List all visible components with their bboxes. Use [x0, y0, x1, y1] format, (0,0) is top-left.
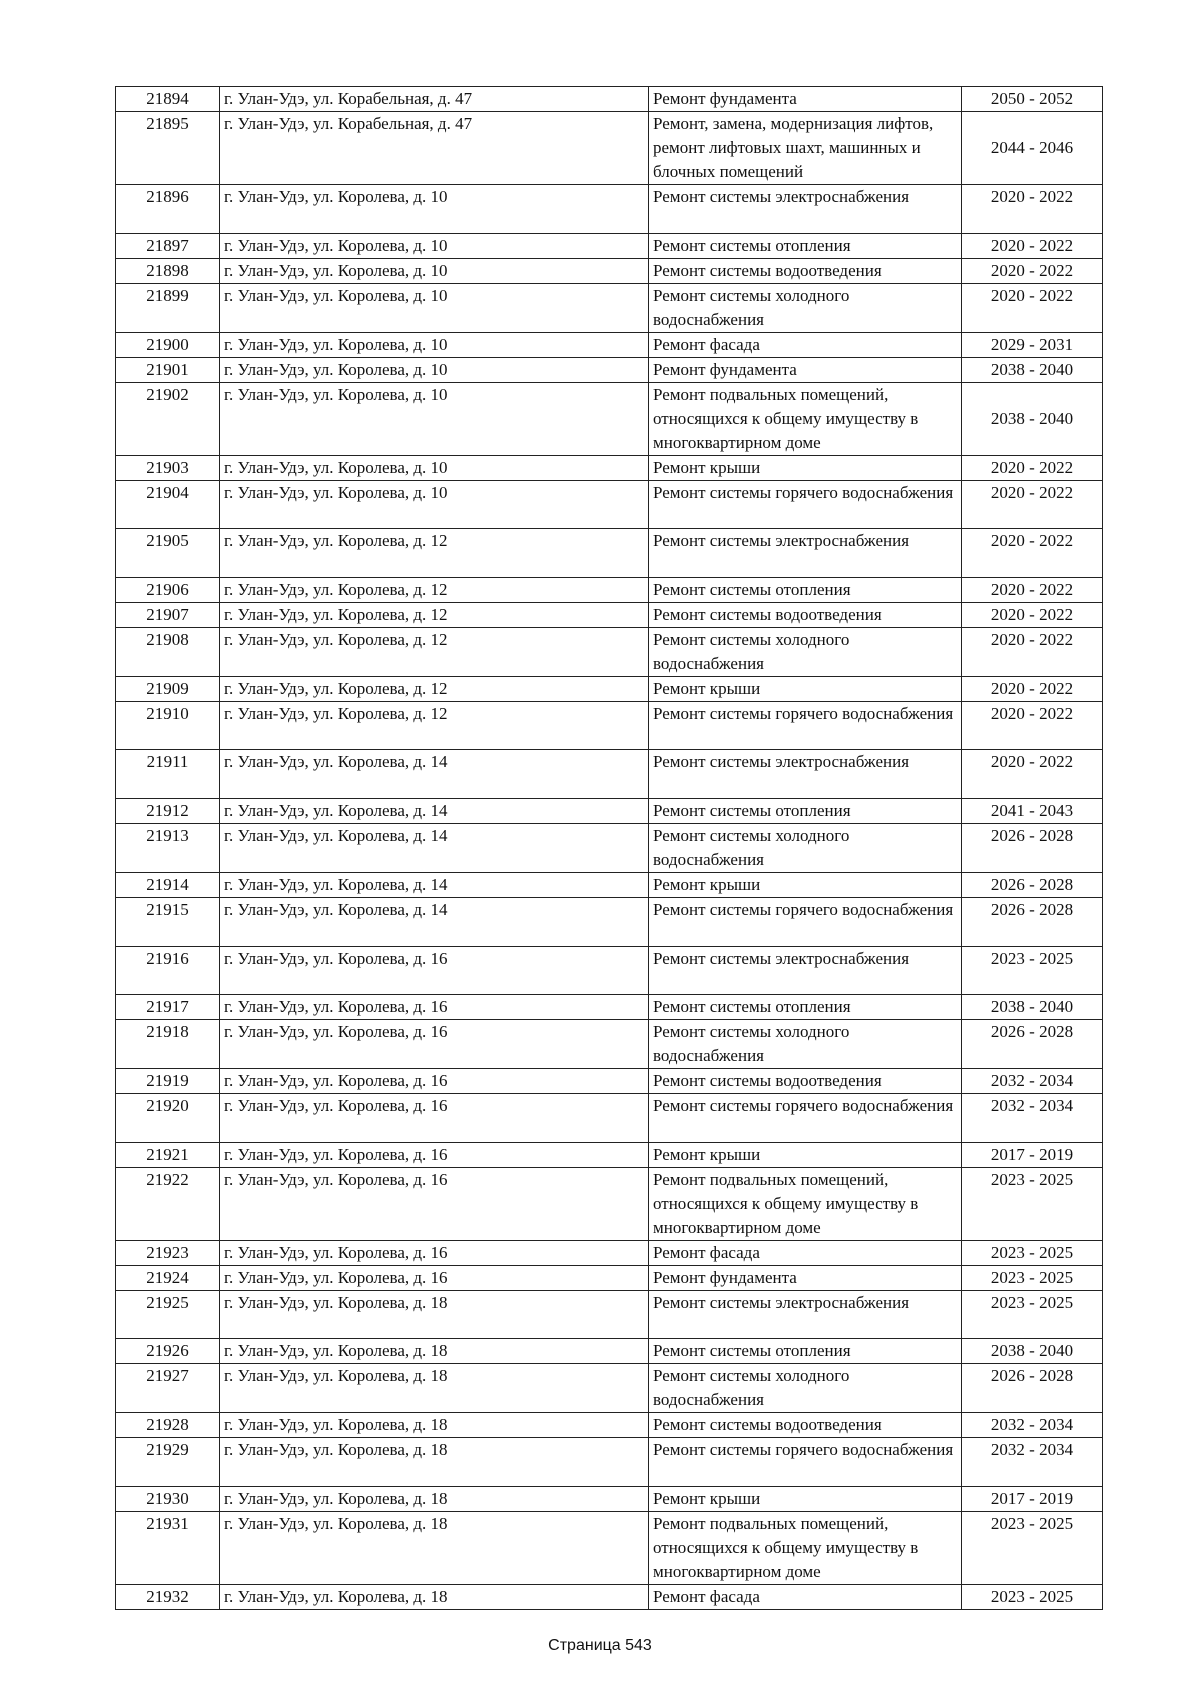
period-cell: 2020 - 2022 — [962, 577, 1103, 602]
row-number-cell: 21929 — [116, 1438, 220, 1487]
address-cell: г. Улан-Удэ, ул. Королева, д. 14 — [220, 872, 649, 897]
table-row — [116, 382, 1103, 455]
address-cell: г. Улан-Удэ, ул. Королева, д. 12 — [220, 577, 649, 602]
period-cell: 2041 - 2043 — [962, 798, 1103, 823]
row-number-cell: 21903 — [116, 455, 220, 480]
work-type-cell: Ремонт системы горячего водоснабжения — [649, 897, 962, 946]
table-row — [116, 798, 1103, 823]
period-cell: 2017 - 2019 — [962, 1142, 1103, 1167]
work-type-cell: Ремонт фундамента — [649, 87, 962, 112]
table-row — [116, 872, 1103, 897]
work-type-cell: Ремонт системы электроснабжения — [649, 529, 962, 578]
work-type-cell: Ремонт системы горячего водоснабжения — [649, 480, 962, 529]
table-row — [116, 1265, 1103, 1290]
work-type-cell: Ремонт системы холодного водоснабжения — [649, 1020, 962, 1069]
row-number-cell: 21916 — [116, 946, 220, 995]
table-row — [116, 995, 1103, 1020]
row-number-cell: 21909 — [116, 676, 220, 701]
work-type-cell: Ремонт подвальных помещений, относящихся к общему имуществу в многоквартирном доме — [649, 382, 962, 455]
address-cell: г. Улан-Удэ, ул. Королева, д. 12 — [220, 602, 649, 627]
work-type-cell: Ремонт системы водоотведения — [649, 1413, 962, 1438]
work-type-cell: Ремонт системы отопления — [649, 233, 962, 258]
address-cell: г. Улан-Удэ, ул. Королева, д. 16 — [220, 1094, 649, 1143]
row-number-cell: 21898 — [116, 258, 220, 283]
table-row — [116, 750, 1103, 799]
address-cell: г. Улан-Удэ, ул. Королева, д. 10 — [220, 455, 649, 480]
period-cell: 2023 - 2025 — [962, 1290, 1103, 1339]
period-cell: 2020 - 2022 — [962, 233, 1103, 258]
work-type-cell: Ремонт подвальных помещений, относящихся к общему имуществу в многоквартирном доме — [649, 1511, 962, 1584]
row-number-cell: 21895 — [116, 112, 220, 185]
address-cell: г. Улан-Удэ, ул. Королева, д. 16 — [220, 1069, 649, 1094]
table-row — [116, 480, 1103, 529]
table-row — [116, 1240, 1103, 1265]
work-type-cell: Ремонт системы отопления — [649, 798, 962, 823]
period-cell: 2020 - 2022 — [962, 750, 1103, 799]
table-row — [116, 701, 1103, 750]
address-cell: г. Улан-Удэ, ул. Королева, д. 18 — [220, 1290, 649, 1339]
table-row — [116, 1142, 1103, 1167]
table-row — [116, 1094, 1103, 1143]
period-cell: 2032 - 2034 — [962, 1069, 1103, 1094]
table-row — [116, 577, 1103, 602]
table-row — [116, 529, 1103, 578]
row-number-cell: 21908 — [116, 627, 220, 676]
address-cell: г. Улан-Удэ, ул. Королева, д. 16 — [220, 1265, 649, 1290]
work-type-cell: Ремонт фасада — [649, 332, 962, 357]
work-type-cell: Ремонт крыши — [649, 455, 962, 480]
table-row — [116, 602, 1103, 627]
row-number-cell: 21928 — [116, 1413, 220, 1438]
table-row — [116, 897, 1103, 946]
address-cell: г. Улан-Удэ, ул. Королева, д. 10 — [220, 283, 649, 332]
table-row — [116, 1438, 1103, 1487]
work-type-cell: Ремонт системы холодного водоснабжения — [649, 627, 962, 676]
row-number-cell: 21927 — [116, 1364, 220, 1413]
table-row — [116, 1486, 1103, 1511]
row-number-cell: 21901 — [116, 357, 220, 382]
address-cell: г. Улан-Удэ, ул. Королева, д. 16 — [220, 1167, 649, 1240]
address-cell: г. Улан-Удэ, ул. Королева, д. 12 — [220, 676, 649, 701]
table-row — [116, 823, 1103, 872]
period-cell: 2050 - 2052 — [962, 87, 1103, 112]
period-cell: 2020 - 2022 — [962, 602, 1103, 627]
work-type-cell: Ремонт системы отопления — [649, 577, 962, 602]
work-type-cell: Ремонт системы водоотведения — [649, 1069, 962, 1094]
table-row — [116, 283, 1103, 332]
address-cell: г. Улан-Удэ, ул. Королева, д. 18 — [220, 1364, 649, 1413]
table-row — [116, 332, 1103, 357]
work-type-cell: Ремонт системы холодного водоснабжения — [649, 823, 962, 872]
work-type-cell: Ремонт фундамента — [649, 1265, 962, 1290]
work-type-cell: Ремонт крыши — [649, 1142, 962, 1167]
work-type-cell: Ремонт системы горячего водоснабжения — [649, 701, 962, 750]
work-type-cell: Ремонт системы электроснабжения — [649, 185, 962, 234]
row-number-cell: 21913 — [116, 823, 220, 872]
address-cell: г. Улан-Удэ, ул. Королева, д. 14 — [220, 897, 649, 946]
work-type-cell: Ремонт фасада — [649, 1240, 962, 1265]
period-cell: 2038 - 2040 — [962, 357, 1103, 382]
work-type-cell: Ремонт системы водоотведения — [649, 258, 962, 283]
period-cell: 2020 - 2022 — [962, 455, 1103, 480]
period-cell: 2020 - 2022 — [962, 480, 1103, 529]
work-type-cell: Ремонт системы водоотведения — [649, 602, 962, 627]
table-row — [116, 1413, 1103, 1438]
address-cell: г. Улан-Удэ, ул. Королева, д. 18 — [220, 1413, 649, 1438]
row-number-cell: 21918 — [116, 1020, 220, 1069]
row-number-cell: 21921 — [116, 1142, 220, 1167]
table-row — [116, 112, 1103, 185]
row-number-cell: 21896 — [116, 185, 220, 234]
period-cell: 2026 - 2028 — [962, 823, 1103, 872]
period-cell: 2026 - 2028 — [962, 872, 1103, 897]
work-type-cell: Ремонт системы горячего водоснабжения — [649, 1094, 962, 1143]
period-cell: 2026 - 2028 — [962, 1364, 1103, 1413]
table-row — [116, 1167, 1103, 1240]
row-number-cell: 21905 — [116, 529, 220, 578]
period-cell: 2023 - 2025 — [962, 1584, 1103, 1609]
address-cell: г. Улан-Удэ, ул. Королева, д. 16 — [220, 995, 649, 1020]
address-cell: г. Улан-Удэ, ул. Королева, д. 16 — [220, 946, 649, 995]
row-number-cell: 21907 — [116, 602, 220, 627]
address-cell: г. Улан-Удэ, ул. Королева, д. 10 — [220, 332, 649, 357]
address-cell: г. Улан-Удэ, ул. Королева, д. 18 — [220, 1339, 649, 1364]
address-cell: г. Улан-Удэ, ул. Королева, д. 10 — [220, 357, 649, 382]
row-number-cell: 21911 — [116, 750, 220, 799]
period-cell: 2026 - 2028 — [962, 1020, 1103, 1069]
work-type-cell: Ремонт подвальных помещений, относящихся к общему имуществу в многоквартирном доме — [649, 1167, 962, 1240]
period-cell: 2023 - 2025 — [962, 1240, 1103, 1265]
row-number-cell: 21906 — [116, 577, 220, 602]
row-number-cell: 21897 — [116, 233, 220, 258]
row-number-cell: 21931 — [116, 1511, 220, 1584]
period-cell: 2020 - 2022 — [962, 701, 1103, 750]
period-cell: 2020 - 2022 — [962, 529, 1103, 578]
work-type-cell: Ремонт системы холодного водоснабжения — [649, 1364, 962, 1413]
row-number-cell: 21899 — [116, 283, 220, 332]
period-cell: 2026 - 2028 — [962, 897, 1103, 946]
period-cell: 2023 - 2025 — [962, 1265, 1103, 1290]
address-cell: г. Улан-Удэ, ул. Королева, д. 10 — [220, 382, 649, 455]
address-cell: г. Улан-Удэ, ул. Королева, д. 10 — [220, 258, 649, 283]
address-cell: г. Улан-Удэ, ул. Королева, д. 10 — [220, 185, 649, 234]
period-cell: 2023 - 2025 — [962, 946, 1103, 995]
address-cell: г. Улан-Удэ, ул. Корабельная, д. 47 — [220, 87, 649, 112]
row-number-cell: 21930 — [116, 1486, 220, 1511]
row-number-cell: 21924 — [116, 1265, 220, 1290]
table-row — [116, 185, 1103, 234]
period-cell: 2020 - 2022 — [962, 676, 1103, 701]
row-number-cell: 21932 — [116, 1584, 220, 1609]
work-type-cell: Ремонт системы отопления — [649, 1339, 962, 1364]
row-number-cell: 21917 — [116, 995, 220, 1020]
address-cell: г. Улан-Удэ, ул. Королева, д. 12 — [220, 627, 649, 676]
row-number-cell: 21922 — [116, 1167, 220, 1240]
work-type-cell: Ремонт системы холодного водоснабжения — [649, 283, 962, 332]
period-cell: 2038 - 2040 — [962, 1339, 1103, 1364]
work-type-cell: Ремонт системы горячего водоснабжения — [649, 1438, 962, 1487]
row-number-cell: 21915 — [116, 897, 220, 946]
row-number-cell: 21926 — [116, 1339, 220, 1364]
table-row — [116, 1364, 1103, 1413]
address-cell: г. Улан-Удэ, ул. Королева, д. 12 — [220, 529, 649, 578]
work-type-cell: Ремонт крыши — [649, 1486, 962, 1511]
row-number-cell: 21910 — [116, 701, 220, 750]
period-cell: 2020 - 2022 — [962, 185, 1103, 234]
row-number-cell: 21894 — [116, 87, 220, 112]
table-row — [116, 258, 1103, 283]
address-cell: г. Улан-Удэ, ул. Королева, д. 16 — [220, 1240, 649, 1265]
period-cell: 2023 - 2025 — [962, 1511, 1103, 1584]
period-cell: 2032 - 2034 — [962, 1438, 1103, 1487]
row-number-cell: 21923 — [116, 1240, 220, 1265]
period-cell: 2020 - 2022 — [962, 258, 1103, 283]
repair-schedule-table — [115, 86, 1103, 1610]
row-number-cell: 21914 — [116, 872, 220, 897]
page-number: Страница 543 — [548, 1637, 652, 1654]
table-row — [116, 676, 1103, 701]
table-row — [116, 233, 1103, 258]
table-row — [116, 357, 1103, 382]
address-cell: г. Улан-Удэ, ул. Королева, д. 14 — [220, 798, 649, 823]
row-number-cell: 21900 — [116, 332, 220, 357]
table-row — [116, 1290, 1103, 1339]
period-cell: 2017 - 2019 — [962, 1486, 1103, 1511]
table-row — [116, 1069, 1103, 1094]
table-row — [116, 627, 1103, 676]
table-row — [116, 1584, 1103, 1609]
table-row — [116, 87, 1103, 112]
address-cell: г. Улан-Удэ, ул. Королева, д. 16 — [220, 1142, 649, 1167]
address-cell: г. Улан-Удэ, ул. Корабельная, д. 47 — [220, 112, 649, 185]
address-cell: г. Улан-Удэ, ул. Королева, д. 10 — [220, 480, 649, 529]
table-row — [116, 1020, 1103, 1069]
address-cell: г. Улан-Удэ, ул. Королева, д. 14 — [220, 750, 649, 799]
address-cell: г. Улан-Удэ, ул. Королева, д. 12 — [220, 701, 649, 750]
table-row — [116, 455, 1103, 480]
period-cell: 2029 - 2031 — [962, 332, 1103, 357]
address-cell: г. Улан-Удэ, ул. Королева, д. 18 — [220, 1486, 649, 1511]
work-type-cell: Ремонт системы электроснабжения — [649, 1290, 962, 1339]
period-cell: 2020 - 2022 — [962, 627, 1103, 676]
table-body — [116, 87, 1103, 1610]
address-cell: г. Улан-Удэ, ул. Королева, д. 18 — [220, 1584, 649, 1609]
address-cell: г. Улан-Удэ, ул. Королева, д. 16 — [220, 1020, 649, 1069]
table-row — [116, 946, 1103, 995]
work-type-cell: Ремонт, замена, модернизация лифтов, ремонт лифтовых шахт, машинных и блочных помещений — [649, 112, 962, 185]
row-number-cell: 21902 — [116, 382, 220, 455]
row-number-cell: 21920 — [116, 1094, 220, 1143]
row-number-cell: 21912 — [116, 798, 220, 823]
period-cell: 2023 - 2025 — [962, 1167, 1103, 1240]
period-cell: 2032 - 2034 — [962, 1094, 1103, 1143]
period-cell: 2038 - 2040 — [962, 995, 1103, 1020]
address-cell: г. Улан-Удэ, ул. Королева, д. 14 — [220, 823, 649, 872]
row-number-cell: 21904 — [116, 480, 220, 529]
period-cell: 2038 - 2040 — [962, 382, 1103, 455]
address-cell: г. Улан-Удэ, ул. Королева, д. 18 — [220, 1438, 649, 1487]
work-type-cell: Ремонт системы отопления — [649, 995, 962, 1020]
work-type-cell: Ремонт фасада — [649, 1584, 962, 1609]
address-cell: г. Улан-Удэ, ул. Королева, д. 10 — [220, 233, 649, 258]
work-type-cell: Ремонт крыши — [649, 676, 962, 701]
row-number-cell: 21925 — [116, 1290, 220, 1339]
work-type-cell: Ремонт крыши — [649, 872, 962, 897]
table-row — [116, 1511, 1103, 1584]
table-row — [116, 1339, 1103, 1364]
period-cell: 2044 - 2046 — [962, 112, 1103, 185]
period-cell: 2032 - 2034 — [962, 1413, 1103, 1438]
address-cell: г. Улан-Удэ, ул. Королева, д. 18 — [220, 1511, 649, 1584]
work-type-cell: Ремонт фундамента — [649, 357, 962, 382]
period-cell: 2020 - 2022 — [962, 283, 1103, 332]
work-type-cell: Ремонт системы электроснабжения — [649, 750, 962, 799]
row-number-cell: 21919 — [116, 1069, 220, 1094]
work-type-cell: Ремонт системы электроснабжения — [649, 946, 962, 995]
